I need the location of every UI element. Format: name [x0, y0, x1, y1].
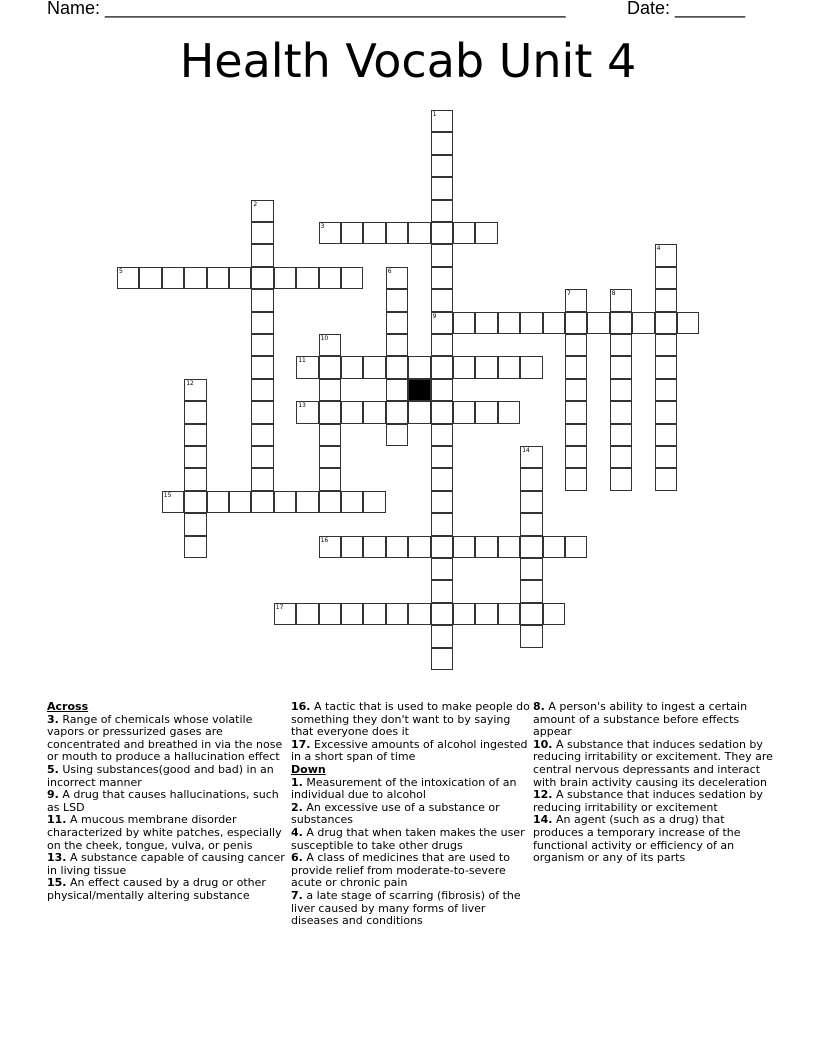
- grid-cell[interactable]: [498, 401, 520, 423]
- grid-cell[interactable]: [251, 401, 273, 423]
- grid-cell[interactable]: [565, 356, 587, 378]
- clue-down-12: 12. A substance that induces sedation by reducing irritability or excitement: [533, 788, 763, 814]
- grid-cell[interactable]: [251, 267, 273, 289]
- grid-cell[interactable]: [296, 356, 318, 378]
- grid-cell[interactable]: [341, 356, 363, 378]
- grid-cell[interactable]: [274, 267, 296, 289]
- clue-number: 2: [253, 200, 258, 208]
- grid-cell[interactable]: [431, 312, 453, 334]
- grid-cell[interactable]: [117, 267, 139, 289]
- grid-cell[interactable]: [543, 603, 565, 625]
- grid-cell[interactable]: [319, 222, 341, 244]
- grid-cell[interactable]: [475, 536, 497, 558]
- grid-cell[interactable]: [498, 356, 520, 378]
- clue-number: 12: [186, 379, 194, 387]
- grid-cell[interactable]: [251, 379, 273, 401]
- grid-cell[interactable]: [431, 110, 453, 132]
- grid-cell[interactable]: [453, 603, 475, 625]
- grid-cell[interactable]: [431, 244, 453, 266]
- grid-cell[interactable]: [184, 379, 206, 401]
- clue-across-3: 3. Range of chemicals whose volatile vapors or pressurized gases are concentrated and breathed in via the nose or mouth to produce a hallucination effect: [47, 712, 283, 764]
- grid-cell[interactable]: [610, 356, 632, 378]
- grid-cell[interactable]: [565, 468, 587, 490]
- clue-number: 11: [298, 357, 306, 365]
- grid-cell[interactable]: [319, 401, 341, 423]
- grid-cell[interactable]: [251, 446, 273, 468]
- grid-cell[interactable]: [655, 356, 677, 378]
- clue-down-10: 10. A substance that induces sedation by reducing irritability or excitement. They are central nervous depressants and interact with brain activity causing its deceleration: [533, 737, 773, 789]
- clue-number: 14: [522, 447, 530, 454]
- grid-cell[interactable]: [319, 603, 341, 625]
- grid-cell[interactable]: [610, 334, 632, 356]
- grid-cell[interactable]: [363, 603, 385, 625]
- grid-cell[interactable]: [386, 222, 408, 244]
- grid-cell[interactable]: [184, 424, 206, 446]
- grid-cell[interactable]: [341, 491, 363, 513]
- clue-number: 8: [611, 290, 616, 298]
- grid-cell[interactable]: [475, 312, 497, 334]
- clue-down-6: 6. A class of medicines that are used to provide relief from moderate-to-severe acute or chronic pain: [291, 851, 510, 890]
- grid-cell[interactable]: [386, 603, 408, 625]
- grid-cell[interactable]: [319, 379, 341, 401]
- grid-cell[interactable]: [453, 312, 475, 334]
- clue-number: 7: [567, 290, 571, 298]
- clue-down-2: 2. An excessive use of a substance or substances: [291, 800, 500, 827]
- grid-cell[interactable]: [431, 625, 453, 647]
- grid-cell[interactable]: [184, 513, 206, 535]
- grid-cell[interactable]: [341, 536, 363, 558]
- grid-cell[interactable]: [431, 222, 453, 244]
- grid-cell[interactable]: [162, 267, 184, 289]
- clue-across-15: 15. An effect caused by a drug or other physical/mentally altering substance: [47, 876, 266, 902]
- grid-cell[interactable]: [251, 334, 273, 356]
- grid-cell[interactable]: [565, 289, 587, 311]
- grid-cell[interactable]: [184, 536, 206, 558]
- grid-cell[interactable]: [520, 558, 542, 580]
- clue-number: 9: [432, 312, 437, 320]
- grid-cell[interactable]: [543, 536, 565, 558]
- grid-cell[interactable]: [296, 401, 318, 423]
- grid-cell[interactable]: [632, 312, 654, 334]
- grid-cell[interactable]: [251, 244, 273, 266]
- grid-cell[interactable]: [363, 536, 385, 558]
- grid-cell[interactable]: [431, 401, 453, 423]
- grid-cell[interactable]: [251, 289, 273, 311]
- clue-across-13: 13. A substance capable of causing cancer in living tissue: [47, 851, 285, 877]
- grid-cell[interactable]: [386, 334, 408, 356]
- page-title: Health Vocab Unit 4: [179, 34, 637, 88]
- grid-cell[interactable]: [610, 446, 632, 468]
- grid-cell[interactable]: [520, 468, 542, 490]
- grid-cell[interactable]: [655, 244, 677, 266]
- grid-cell[interactable]: [498, 536, 520, 558]
- grid-cell[interactable]: [655, 468, 677, 490]
- grid-cell[interactable]: [431, 513, 453, 535]
- grid-cell[interactable]: [431, 177, 453, 199]
- grid-cell[interactable]: [386, 356, 408, 378]
- grid-cell[interactable]: [251, 491, 273, 513]
- grid-cell[interactable]: [610, 401, 632, 423]
- grid-cell[interactable]: [207, 491, 229, 513]
- grid-cell[interactable]: [431, 379, 453, 401]
- grid-cell[interactable]: [386, 289, 408, 311]
- clue-down-14: 14. An agent (such as a drug) that produces a temporary increase of the functional activity or efficiency of an organism or any of its parts: [533, 813, 741, 865]
- name-field[interactable]: Name: ______________________________________________: [47, 0, 566, 18]
- grid-cell[interactable]: [408, 401, 430, 423]
- grid-cell[interactable]: [453, 222, 475, 244]
- grid-cell[interactable]: [229, 267, 251, 289]
- grid-cell[interactable]: [386, 536, 408, 558]
- grid-cell[interactable]: [207, 267, 229, 289]
- across-heading: Across: [47, 700, 89, 713]
- clue-across-9: 9. A drug that causes hallucinations, such as LSD: [47, 788, 279, 814]
- grid-cell[interactable]: [251, 200, 273, 222]
- grid-cell[interactable]: [565, 312, 587, 334]
- grid-cell[interactable]: [408, 356, 430, 378]
- clues-column-2: [291, 701, 531, 928]
- grid-cell[interactable]: [408, 222, 430, 244]
- clue-number: 5: [119, 267, 123, 275]
- grid-cell[interactable]: [565, 536, 587, 558]
- grid-cell[interactable]: [610, 312, 632, 334]
- grid-cell[interactable]: [229, 491, 251, 513]
- grid-cell[interactable]: [184, 491, 206, 513]
- grid-cell[interactable]: [431, 648, 453, 670]
- grid-cell[interactable]: [431, 558, 453, 580]
- grid-cell[interactable]: [162, 491, 184, 513]
- grid-cell[interactable]: [251, 468, 273, 490]
- grid-cell[interactable]: [655, 379, 677, 401]
- grid-cell[interactable]: [184, 267, 206, 289]
- grid-cell[interactable]: [610, 424, 632, 446]
- clue-number: 10: [320, 335, 329, 342]
- down-heading: Down: [291, 762, 326, 776]
- grid-cell[interactable]: [319, 446, 341, 468]
- grid-cell[interactable]: [587, 312, 609, 334]
- grid-cell[interactable]: [475, 603, 497, 625]
- grid-cell[interactable]: [565, 446, 587, 468]
- grid-cell[interactable]: [520, 536, 542, 558]
- grid-cell[interactable]: [475, 356, 497, 378]
- grid-cell[interactable]: [520, 580, 542, 602]
- grid-cell[interactable]: [363, 222, 385, 244]
- grid-cell[interactable]: [655, 289, 677, 311]
- grid-cell[interactable]: [431, 468, 453, 490]
- clue-number: 3: [320, 223, 325, 230]
- grid-cell[interactable]: [677, 312, 699, 334]
- grid-cell[interactable]: [655, 312, 677, 334]
- grid-cell[interactable]: [431, 132, 453, 154]
- grid-cell[interactable]: [520, 625, 542, 647]
- grid-cell[interactable]: [610, 468, 632, 490]
- date-field[interactable]: Date: _______: [627, 0, 746, 18]
- grid-cell[interactable]: [319, 536, 341, 558]
- grid-cell[interactable]: [296, 603, 318, 625]
- grid-cell[interactable]: [655, 267, 677, 289]
- black-cell: [408, 379, 430, 401]
- grid-cell[interactable]: [520, 446, 542, 468]
- grid-cell[interactable]: [296, 491, 318, 513]
- grid-cell[interactable]: [251, 424, 273, 446]
- grid-cell[interactable]: [655, 424, 677, 446]
- grid-cell[interactable]: [386, 267, 408, 289]
- grid-cell[interactable]: [610, 289, 632, 311]
- grid-cell[interactable]: [431, 155, 453, 177]
- clue-number: 17: [275, 603, 284, 611]
- clue-down-1: 1. Measurement of the intoxication of an individual due to alcohol: [291, 775, 517, 802]
- grid-cell[interactable]: [655, 401, 677, 423]
- clue-number: 6: [387, 267, 392, 275]
- clue-across-16: 16. A tactic that is used to make people do something they don't want to by saying that everyone does it: [291, 700, 530, 739]
- grid-cell[interactable]: [274, 603, 296, 625]
- grid-cell[interactable]: [363, 491, 385, 513]
- grid-cell[interactable]: [431, 356, 453, 378]
- grid-cell[interactable]: [319, 468, 341, 490]
- grid-cell[interactable]: [453, 356, 475, 378]
- grid-cell[interactable]: [184, 446, 206, 468]
- grid-cell[interactable]: [520, 513, 542, 535]
- grid-cell[interactable]: [520, 356, 542, 378]
- grid-cell[interactable]: [520, 312, 542, 334]
- grid-cell[interactable]: [184, 468, 206, 490]
- clue-down-7: 7. a late stage of scarring (fibrosis) of the liver caused by many forms of liver diseases and conditions: [291, 888, 521, 928]
- grid-cell[interactable]: [431, 603, 453, 625]
- clue-across-17: 17. Excessive amounts of alcohol ingested in a short span of time: [291, 737, 528, 764]
- grid-cell[interactable]: [386, 312, 408, 334]
- grid-cell[interactable]: [431, 267, 453, 289]
- clue-number: 13: [298, 402, 306, 410]
- clue-number: 4: [656, 245, 661, 253]
- grid-cell[interactable]: [498, 603, 520, 625]
- grid-cell[interactable]: [431, 536, 453, 558]
- grid-cell[interactable]: [319, 334, 341, 356]
- grid-cell[interactable]: [319, 267, 341, 289]
- grid-cell[interactable]: [251, 356, 273, 378]
- grid-cell[interactable]: [341, 222, 363, 244]
- clue-down-8: 8. A person's ability to ingest a certain amount of a substance before effects appear: [533, 700, 748, 739]
- grid-cell[interactable]: [431, 334, 453, 356]
- grid-cell[interactable]: [274, 491, 296, 513]
- grid-cell[interactable]: [565, 379, 587, 401]
- grid-cell[interactable]: [431, 491, 453, 513]
- grid-cell[interactable]: [498, 312, 520, 334]
- grid-cell[interactable]: [431, 424, 453, 446]
- grid-cell[interactable]: [341, 267, 363, 289]
- grid-cell[interactable]: [341, 401, 363, 423]
- grid-cell[interactable]: [296, 267, 318, 289]
- grid-cell[interactable]: [431, 580, 453, 602]
- clue-across-11: 11. A mucous membrane disorder characterized by white patches, especially on the cheek, tongue, vulva, or penis: [47, 813, 282, 852]
- grid-cell[interactable]: [363, 401, 385, 423]
- grid-cell[interactable]: [655, 446, 677, 468]
- clues-column-3: [533, 701, 773, 865]
- clue-across-5: 5. Using substances(good and bad) in an incorrect manner: [47, 762, 274, 789]
- grid-cell[interactable]: [431, 289, 453, 311]
- grid-cell[interactable]: [363, 356, 385, 378]
- grid-cell[interactable]: [655, 334, 677, 356]
- grid-cell[interactable]: [386, 401, 408, 423]
- grid-cell[interactable]: [319, 356, 341, 378]
- grid-cell[interactable]: [408, 603, 430, 625]
- grid-cell[interactable]: [453, 536, 475, 558]
- clue-down-4: 4. A drug that when taken makes the user susceptible to take other drugs: [291, 825, 525, 852]
- grid-cell[interactable]: [520, 603, 542, 625]
- grid-cell[interactable]: [139, 267, 161, 289]
- grid-cell[interactable]: [341, 603, 363, 625]
- grid-cell[interactable]: [475, 222, 497, 244]
- grid-cell[interactable]: [431, 200, 453, 222]
- clue-number: 16: [320, 536, 329, 544]
- grid-cell[interactable]: [520, 491, 542, 513]
- grid-cell[interactable]: [565, 401, 587, 423]
- grid-cell[interactable]: [408, 536, 430, 558]
- clues-column-1: [47, 701, 287, 903]
- clue-number: 15: [163, 491, 172, 499]
- grid-cell[interactable]: [431, 446, 453, 468]
- grid-cell[interactable]: [565, 334, 587, 356]
- grid-cell[interactable]: [610, 379, 632, 401]
- grid-cell[interactable]: [565, 424, 587, 446]
- grid-cell[interactable]: [543, 312, 565, 334]
- grid-cell[interactable]: [453, 401, 475, 423]
- grid-cell[interactable]: [319, 424, 341, 446]
- grid-cell[interactable]: [475, 401, 497, 423]
- grid-cell[interactable]: [386, 379, 408, 401]
- clue-number: 1: [432, 111, 437, 118]
- grid-cell[interactable]: [251, 312, 273, 334]
- grid-cell[interactable]: [319, 491, 341, 513]
- grid-cell[interactable]: [184, 401, 206, 423]
- grid-cell[interactable]: [251, 222, 273, 244]
- grid-cell[interactable]: [386, 424, 408, 446]
